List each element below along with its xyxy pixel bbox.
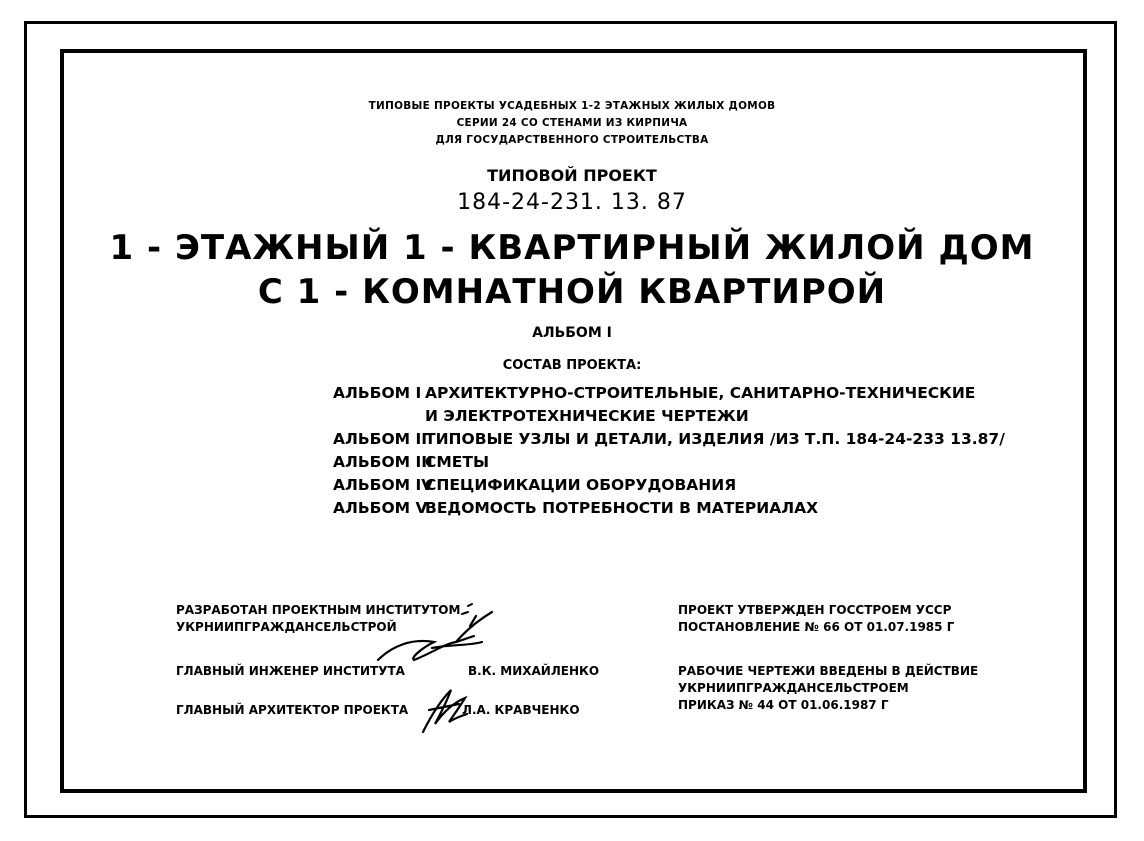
album-key: АЛЬБОМ II: [333, 430, 428, 448]
album-key: АЛЬБОМ I: [333, 384, 422, 402]
approval-line-4: УКРНИИПГРАЖДАНСЕЛЬСТРОЕМ: [678, 681, 909, 695]
title-line-2: С 1 - КОМНАТНОЙ КВАРТИРОЙ: [257, 272, 887, 312]
header-line-1: ТИПОВЫЕ ПРОЕКТЫ УСАДЕБНЫХ 1-2 ЭТАЖНЫХ ЖИЛЫХ ДОМОВ: [368, 99, 776, 112]
approval-line-3: РАБОЧИЕ ЧЕРТЕЖИ ВВЕДЕНЫ В ДЕЙСТВИЕ: [678, 664, 979, 678]
album-key: АЛЬБОМ V: [333, 499, 428, 517]
album-value: ВЕДОМОСТЬ ПОТРЕБНОСТИ В МАТЕРИАЛАХ: [425, 499, 819, 517]
approval-line-5: ПРИКАЗ № 44 ОТ 01.06.1987 Г: [678, 698, 889, 712]
project-label: ТИПОВОЙ ПРОЕКТ: [487, 166, 657, 185]
album-value: ТИПОВЫЕ УЗЛЫ И ДЕТАЛИ, ИЗДЕЛИЯ /ИЗ Т.П. 184-24-233 13.87/: [425, 430, 1005, 448]
project-code: 184-24-231. 13. 87: [457, 190, 687, 215]
album-value: СМЕТЫ: [425, 453, 490, 471]
architect-signature: [415, 680, 475, 740]
header-line-2: СЕРИИ 24 СО СТЕНАМИ ИЗ КИРПИЧА: [456, 116, 688, 129]
chief-architect-label: ГЛАВНЫЙ АРХИТЕКТОР ПРОЕКТА: [176, 703, 409, 717]
chief-engineer-label: ГЛАВНЫЙ ИНЖЕНЕР ИНСТИТУТА: [176, 664, 405, 678]
album-label: АЛЬБОМ I: [532, 325, 612, 341]
album-key: АЛЬБОМ III: [333, 453, 433, 471]
chief-architect-name: Л.А. КРАВЧЕНКО: [462, 703, 580, 717]
header-line-3: ДЛЯ ГОСУДАРСТВЕННОГО СТРОИТЕЛЬСТВА: [435, 133, 709, 146]
developer-line-1: РАЗРАБОТАН ПРОЕКТНЫМ ИНСТИТУТОМ: [176, 603, 461, 617]
title-line-1: 1 - ЭТАЖНЫЙ 1 - КВАРТИРНЫЙ ЖИЛОЙ ДОМ: [109, 228, 1035, 268]
album-value: И ЭЛЕКТРОТЕХНИЧЕСКИЕ ЧЕРТЕЖИ: [425, 407, 749, 425]
album-value: СПЕЦИФИКАЦИИ ОБОРУДОВАНИЯ: [425, 476, 737, 494]
chief-engineer-name: В.К. МИХАЙЛЕНКО: [468, 664, 600, 678]
developer-line-2: УКРНИИПГРАЖДАНСЕЛЬСТРОЙ: [176, 620, 397, 634]
approval-line-1: ПРОЕКТ УТВЕРЖДЕН ГОССТРОЕМ УССР: [678, 603, 952, 617]
approval-line-2: ПОСТАНОВЛЕНИЕ № 66 ОТ 01.07.1985 Г: [678, 620, 955, 634]
engineer-signature: [372, 598, 522, 678]
contents-title: СОСТАВ ПРОЕКТА:: [502, 358, 642, 373]
album-value: АРХИТЕКТУРНО-СТРОИТЕЛЬНЫЕ, САНИТАРНО-ТЕХНИЧЕСКИЕ: [425, 384, 976, 402]
album-key: АЛЬБОМ IV: [333, 476, 434, 494]
